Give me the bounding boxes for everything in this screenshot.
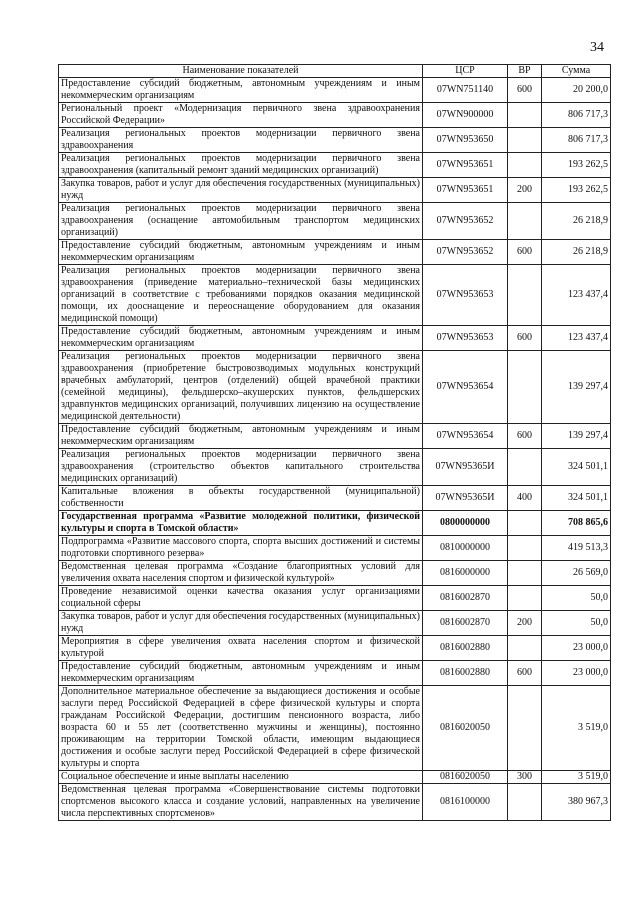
row-sum-cell: 50,0 bbox=[542, 586, 611, 611]
row-name-cell: Реализация региональных проектов модернизации первичного звена здравоохранения (приобретение быстровозводимых модульных конструкций врачебных амбулаторий, центров (отделений) общей врачебной практики (семейной медицины), фельдшерско–акушерских пунктов, фельдшерских здравпунктов медицинских организаций, получивших лицензию на осуществление медицинской деятельности) bbox=[59, 351, 423, 424]
row-code-cell: 0816002880 bbox=[423, 636, 508, 661]
row-sum-cell: 3 519,0 bbox=[542, 771, 611, 784]
table-row bbox=[59, 586, 611, 611]
table-row bbox=[59, 78, 611, 103]
row-sum-cell: 380 967,3 bbox=[542, 784, 611, 821]
row-name-cell: Реализация региональных проектов модернизации первичного звена здравоохранения bbox=[59, 128, 423, 153]
row-sum-cell: 806 717,3 bbox=[542, 103, 611, 128]
row-vr-cell: 600 bbox=[508, 240, 542, 265]
row-code-cell: 0816020050 bbox=[423, 771, 508, 784]
table-row bbox=[59, 784, 611, 821]
row-name-cell: Предоставление субсидий бюджетным, автономным учреждениям и иным некоммерческим организациям bbox=[59, 78, 423, 103]
row-name-cell: Социальное обеспечение и иные выплаты населению bbox=[59, 771, 423, 784]
row-sum-cell: 139 297,4 bbox=[542, 351, 611, 424]
row-vr-cell bbox=[508, 128, 542, 153]
row-code-cell: 07WN95365И bbox=[423, 449, 508, 486]
row-sum-cell: 193 262,5 bbox=[542, 178, 611, 203]
row-name-cell: Ведомственная целевая программа «Создание благоприятных условий для увеличения охвата населения спортом и физической культурой» bbox=[59, 561, 423, 586]
row-sum-cell: 708 865,6 bbox=[542, 511, 611, 536]
row-name-cell: Дополнительное материальное обеспечение за выдающиеся достижения и особые заслуги перед Российской Федерацией в сфере физической культуры и спорта гражданам Российской Федерации, достигшим пенсионного возраста, либо возраста 60 и 55 лет (соответственно мужчины и женщины), постоянно проживающим на территории Томской области, имеющим выдающиеся достижения и особые заслуги перед Российской Федерацией в сфере физической культуры и спорта bbox=[59, 686, 423, 771]
row-sum-cell: 26 569,0 bbox=[542, 561, 611, 586]
row-code-cell: 0816002870 bbox=[423, 586, 508, 611]
row-name-cell: Реализация региональных проектов модернизации первичного звена здравоохранения (оснащение автомобильным транспортом медицинских организаций) bbox=[59, 203, 423, 240]
table-row bbox=[59, 128, 611, 153]
row-vr-cell bbox=[508, 686, 542, 771]
row-name-cell: Реализация региональных проектов модернизации первичного звена здравоохранения (капитальный ремонт зданий медицинских организаций) bbox=[59, 153, 423, 178]
row-code-cell: 0816020050 bbox=[423, 686, 508, 771]
row-vr-cell: 200 bbox=[508, 611, 542, 636]
row-sum-cell: 123 437,4 bbox=[542, 326, 611, 351]
row-code-cell: 07WN953654 bbox=[423, 424, 508, 449]
row-vr-cell: 600 bbox=[508, 78, 542, 103]
row-name-cell: Закупка товаров, работ и услуг для обеспечения государственных (муниципальных) нужд bbox=[59, 611, 423, 636]
row-vr-cell bbox=[508, 586, 542, 611]
row-vr-cell: 200 bbox=[508, 178, 542, 203]
row-name-cell: Региональный проект «Модернизация первичного звена здравоохранения Российской Федерации» bbox=[59, 103, 423, 128]
row-name-cell: Предоставление субсидий бюджетным, автономным учреждениям и иным некоммерческим организациям bbox=[59, 240, 423, 265]
row-sum-cell: 26 218,9 bbox=[542, 203, 611, 240]
row-vr-cell: 600 bbox=[508, 661, 542, 686]
table-row bbox=[59, 265, 611, 326]
row-code-cell: 07WN953652 bbox=[423, 203, 508, 240]
row-name-cell: Подпрограмма «Развитие массового спорта, спорта высших достижений и системы подготовки спортивного резерва» bbox=[59, 536, 423, 561]
header-vr: ВР bbox=[508, 65, 542, 78]
row-vr-cell: 600 bbox=[508, 326, 542, 351]
header-sum: Сумма bbox=[542, 65, 611, 78]
row-sum-cell: 3 519,0 bbox=[542, 686, 611, 771]
row-vr-cell bbox=[508, 351, 542, 424]
table-row bbox=[59, 449, 611, 486]
row-sum-cell: 20 200,0 bbox=[542, 78, 611, 103]
row-sum-cell: 324 501,1 bbox=[542, 486, 611, 511]
row-code-cell: 07WN953651 bbox=[423, 178, 508, 203]
row-vr-cell bbox=[508, 203, 542, 240]
row-sum-cell: 50,0 bbox=[542, 611, 611, 636]
row-vr-cell bbox=[508, 784, 542, 821]
table-row bbox=[59, 536, 611, 561]
row-sum-cell: 806 717,3 bbox=[542, 128, 611, 153]
row-vr-cell bbox=[508, 536, 542, 561]
row-code-cell: 07WN953654 bbox=[423, 351, 508, 424]
row-vr-cell: 300 bbox=[508, 771, 542, 784]
table-row bbox=[59, 103, 611, 128]
row-name-cell: Закупка товаров, работ и услуг для обеспечения государственных (муниципальных) нужд bbox=[59, 178, 423, 203]
row-sum-cell: 419 513,3 bbox=[542, 536, 611, 561]
row-code-cell: 07WN953652 bbox=[423, 240, 508, 265]
table-row bbox=[59, 203, 611, 240]
page-number: 34 bbox=[590, 40, 604, 55]
row-code-cell: 0816100000 bbox=[423, 784, 508, 821]
row-sum-cell: 139 297,4 bbox=[542, 424, 611, 449]
row-sum-cell: 26 218,9 bbox=[542, 240, 611, 265]
row-vr-cell bbox=[508, 153, 542, 178]
row-vr-cell bbox=[508, 511, 542, 536]
row-name-cell: Предоставление субсидий бюджетным, автономным учреждениям и иным некоммерческим организациям bbox=[59, 661, 423, 686]
table-row bbox=[59, 661, 611, 686]
table-row bbox=[59, 636, 611, 661]
row-name-cell: Реализация региональных проектов модернизации первичного звена здравоохранения (строительство объектов капитального строительства медицинских организаций) bbox=[59, 449, 423, 486]
table-row bbox=[59, 561, 611, 586]
row-vr-cell: 600 bbox=[508, 424, 542, 449]
row-code-cell: 07WN953653 bbox=[423, 326, 508, 351]
row-vr-cell: 400 bbox=[508, 486, 542, 511]
row-name-cell: Ведомственная целевая программа «Совершенствование системы подготовки спортсменов высокого класса и создание условий, направленных на увеличение числа перспективных спортсменов» bbox=[59, 784, 423, 821]
row-name-cell: Предоставление субсидий бюджетным, автономным учреждениям и иным некоммерческим организациям bbox=[59, 424, 423, 449]
table-header-row bbox=[59, 65, 611, 78]
row-sum-cell: 123 437,4 bbox=[542, 265, 611, 326]
budget-table bbox=[58, 64, 611, 821]
row-code-cell: 07WN953653 bbox=[423, 265, 508, 326]
table-row bbox=[59, 424, 611, 449]
row-code-cell: 0816002870 bbox=[423, 611, 508, 636]
row-code-cell: 07WN953651 bbox=[423, 153, 508, 178]
table-row bbox=[59, 486, 611, 511]
row-name-cell: Предоставление субсидий бюджетным, автономным учреждениям и иным некоммерческим организациям bbox=[59, 326, 423, 351]
row-code-cell: 07WN95365И bbox=[423, 486, 508, 511]
row-vr-cell bbox=[508, 265, 542, 326]
row-sum-cell: 23 000,0 bbox=[542, 636, 611, 661]
table-row bbox=[59, 511, 611, 536]
row-name-cell: Реализация региональных проектов модернизации первичного звена здравоохранения (приведение материально–технической базы медицинских организаций в соответствие с требованиями порядков оказания медицинской помощи, их дооснащение и переоснащение оборудованием для оказания медицинской помощи) bbox=[59, 265, 423, 326]
table-row bbox=[59, 611, 611, 636]
row-sum-cell: 23 000,0 bbox=[542, 661, 611, 686]
table-row bbox=[59, 686, 611, 771]
row-vr-cell bbox=[508, 636, 542, 661]
row-code-cell: 0800000000 bbox=[423, 511, 508, 536]
row-name-cell: Капитальные вложения в объекты государственной (муниципальной) собственности bbox=[59, 486, 423, 511]
row-name-cell: Проведение независимой оценки качества оказания услуг организациями социальной сферы bbox=[59, 586, 423, 611]
row-sum-cell: 193 262,5 bbox=[542, 153, 611, 178]
row-code-cell: 07WN953650 bbox=[423, 128, 508, 153]
table-row bbox=[59, 351, 611, 424]
row-name-cell: Мероприятия в сфере увеличения охвата населения спортом и физической культурой bbox=[59, 636, 423, 661]
row-vr-cell bbox=[508, 561, 542, 586]
table-row bbox=[59, 326, 611, 351]
table-row bbox=[59, 153, 611, 178]
row-vr-cell bbox=[508, 449, 542, 486]
row-sum-cell: 324 501,1 bbox=[542, 449, 611, 486]
table-row bbox=[59, 178, 611, 203]
row-code-cell: 0810000000 bbox=[423, 536, 508, 561]
row-code-cell: 0816000000 bbox=[423, 561, 508, 586]
row-code-cell: 07WN751140 bbox=[423, 78, 508, 103]
header-name: Наименование показателей bbox=[59, 65, 423, 78]
row-vr-cell bbox=[508, 103, 542, 128]
row-code-cell: 07WN900000 bbox=[423, 103, 508, 128]
header-code: ЦСР bbox=[423, 65, 508, 78]
row-name-cell: Государственная программа «Развитие молодежной политики, физической культуры и спорта в Томской области» bbox=[59, 511, 423, 536]
row-code-cell: 0816002880 bbox=[423, 661, 508, 686]
table-row bbox=[59, 771, 611, 784]
table-row bbox=[59, 240, 611, 265]
